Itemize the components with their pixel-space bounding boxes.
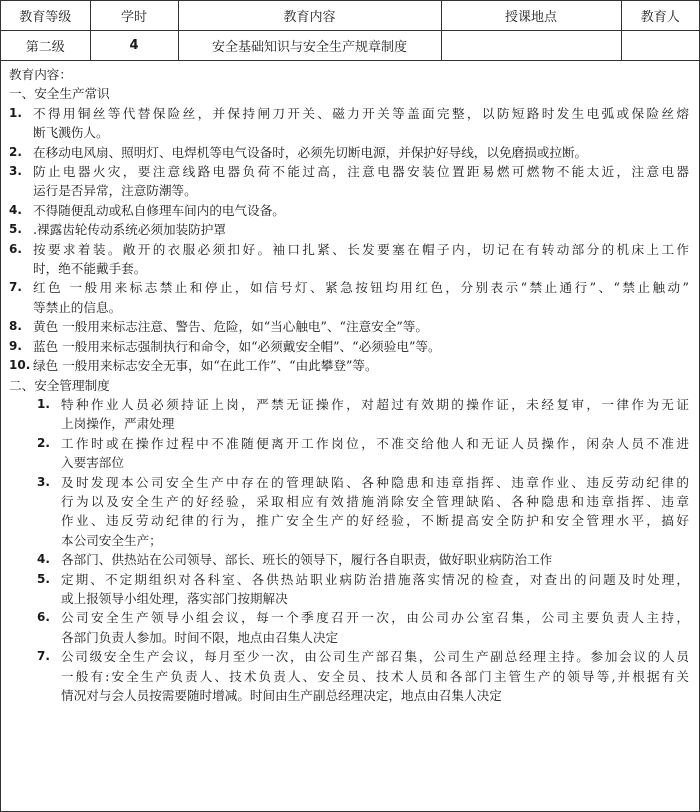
item-text	[33, 220, 689, 239]
list-item	[9, 356, 689, 375]
item-text-line: 本公司安全生产；	[61, 532, 162, 548]
list-item	[9, 143, 689, 162]
cell-content: 安全基础知识与安全生产规章制度	[178, 31, 441, 61]
item-text-line: 各部门负责人参加。时间不限，地点由召集人决定	[61, 629, 339, 645]
item-text-line: 黄色 一般用来标志注意、警告、危险，如“当心触电”、“注意安全”等。	[33, 319, 428, 335]
safety-knowledge-list	[9, 104, 689, 376]
item-text	[61, 647, 689, 705]
item-text-line: 绿色 一般用来标志安全无事，如“在此工作”、“由此攀登”等。	[33, 358, 378, 374]
item-text-line: 蓝色 一般用来标志强制执行和命令，如“必须戴安全帽”、“必须验电”等。	[33, 338, 441, 354]
item-text	[33, 278, 689, 317]
item-text-line: 不得随便乱动或私自修理车间内的电气设备。	[33, 202, 285, 218]
item-number: 5.	[9, 222, 22, 237]
col-education-level: 教育等级	[1, 1, 90, 31]
item-number: 6.	[37, 610, 50, 625]
item-text-line: 公司安全生产领导小组会议，每一个季度召开一次，由公司办公室召集，公司主要负责人主持，	[61, 610, 689, 626]
cell-education-level: 第二级	[1, 31, 90, 61]
item-text-line: 入要害部位	[61, 455, 124, 471]
item-number: 4.	[37, 552, 50, 567]
item-text-line: 及时发现本公司安全生产中存在的管理缺陷、各种隐患和违章指挥、违章作业、违反劳动纪律的	[61, 474, 689, 490]
item-text	[33, 337, 689, 356]
item-text-line: 上岗操作，严肃处理	[61, 416, 175, 432]
cell-location	[441, 31, 621, 61]
item-text	[33, 240, 689, 279]
item-text	[61, 473, 689, 551]
item-text-line: 公司级安全生产会议，每月至少一次，由公司生产部召集，公司生产副总经理主持。参加会议的人员	[61, 649, 689, 665]
item-number: 3.	[9, 164, 22, 179]
col-content: 教育内容	[178, 1, 441, 31]
item-text	[33, 356, 689, 375]
item-text-line: 红色 一般用来标志禁止和停止，如信号灯、紧急按钮均用红色，分别表示“禁止通行”、“禁止触动”	[33, 280, 689, 296]
item-text-line: 各部门、供热站在公司领导、部长、班长的领导下，履行各自职责，做好职业病防治工作	[61, 552, 553, 568]
value-row	[1, 31, 699, 61]
item-text-line: 特种作业人员必须持证上岗，严禁无证操作，对超过有效期的操作证，未经复审，一律作为无证	[61, 396, 689, 412]
item-number: 3.	[37, 474, 50, 489]
item-text	[33, 104, 689, 143]
item-number: 1.	[9, 105, 22, 120]
item-number: 10.	[9, 358, 31, 373]
col-location: 授课地点	[441, 1, 621, 31]
item-number: 8.	[9, 319, 22, 334]
item-text	[61, 434, 689, 473]
list-item	[9, 162, 689, 201]
list-item	[9, 570, 689, 609]
list-item	[9, 647, 689, 705]
item-text	[61, 570, 689, 609]
cell-educator	[621, 31, 699, 61]
list-item	[9, 337, 689, 356]
safety-management-list	[9, 395, 689, 706]
item-number: 9.	[9, 338, 22, 353]
list-item	[9, 220, 689, 239]
section-title-safety-knowledge: 一、安全生产常识	[9, 86, 110, 102]
item-text-line: 在移动电风扇、照明灯、电焊机等电气设备时，必须先切断电源，并保护好导线，以免磨损或拉断。	[33, 144, 588, 160]
item-text-line: 或上报领导小组处理，落实部门按期解决	[61, 590, 288, 606]
item-text-line: 不得用铜丝等代替保险丝，并保持闸刀开关、磁力开关等盖面完整，以防短路时发生电弧或保险丝熔	[33, 105, 689, 121]
list-item	[9, 278, 689, 317]
item-text-line: 等禁止的信息。	[33, 299, 122, 315]
item-number: 2.	[9, 144, 22, 159]
item-number: 4.	[9, 202, 22, 217]
item-number: 2.	[37, 435, 50, 450]
header-row	[1, 1, 699, 31]
col-educator: 教育人	[621, 1, 699, 31]
item-text-line: 运行是否异常，注意防潮等。	[33, 183, 197, 199]
item-number: 6.	[9, 241, 22, 256]
list-item	[9, 395, 689, 434]
list-item	[9, 201, 689, 220]
item-number: 5.	[37, 571, 50, 586]
item-text	[33, 317, 689, 336]
item-text-line: 工作时或在操作过程中不准随便离开工作岗位，不准交给他人和无证人员操作，闲杂人员不准进	[61, 435, 689, 451]
list-item	[9, 550, 689, 569]
item-text-line: 断飞溅伤人。	[33, 125, 109, 141]
item-text-line: .裸露齿轮传动系统必须加装防护罩	[33, 222, 226, 238]
col-hours: 学时	[90, 1, 178, 31]
header-table	[1, 1, 699, 61]
item-text-line: 行为以及安全生产的好经验，采取相应有效措施消除安全管理缺陷、各种隐患和违章指挥、违章	[61, 493, 689, 509]
education-content	[1, 61, 699, 705]
list-item	[9, 434, 689, 473]
item-text	[61, 550, 689, 569]
item-text-line: 防止电器火灾，要注意线路电器负荷不能过高，注意电器安装位置距易燃可燃物不能太近，注意电器	[33, 164, 689, 180]
item-text	[33, 162, 689, 201]
item-text	[61, 608, 689, 647]
cell-hours: 4	[90, 31, 178, 61]
item-text-line: 按要求着装。敞开的衣服必须扣好。袖口扎紧、长发要塞在帽子内，切记在有转动部分的机床上工作	[33, 241, 689, 257]
list-item	[9, 473, 689, 551]
item-text	[33, 201, 689, 220]
item-text-line: 作业、违反劳动纪律的行为，推广安全生产的好经验，不断提高安全防护和安全管理水平，搞好	[61, 513, 689, 529]
list-item	[9, 104, 689, 143]
item-text-line: 一般有:安全生产负责人、技术负责人、安全员、技术人员和各部门主管生产的领导等,并根据有关	[61, 668, 689, 684]
item-number: 7.	[37, 649, 50, 664]
item-text	[33, 143, 689, 162]
list-item	[9, 608, 689, 647]
item-text-line: 情况对与会人员按需要随时增减。时间由生产副总经理决定，地点由召集人决定	[61, 688, 502, 703]
item-text-line: 时，绝不能戴手套。	[33, 261, 147, 277]
section-title-safety-management: 二、安全管理制度	[9, 377, 110, 393]
content-heading: 教育内容：	[9, 67, 72, 82]
item-text-line: 定期、不定期组织对各科室、各供热站职业病防治措施落实情况的检查，对查出的问题及时处理，	[61, 571, 689, 587]
item-text	[61, 395, 689, 434]
item-number: 1.	[37, 396, 50, 411]
list-item	[9, 240, 689, 279]
list-item	[9, 317, 689, 336]
item-number: 7.	[9, 280, 22, 295]
